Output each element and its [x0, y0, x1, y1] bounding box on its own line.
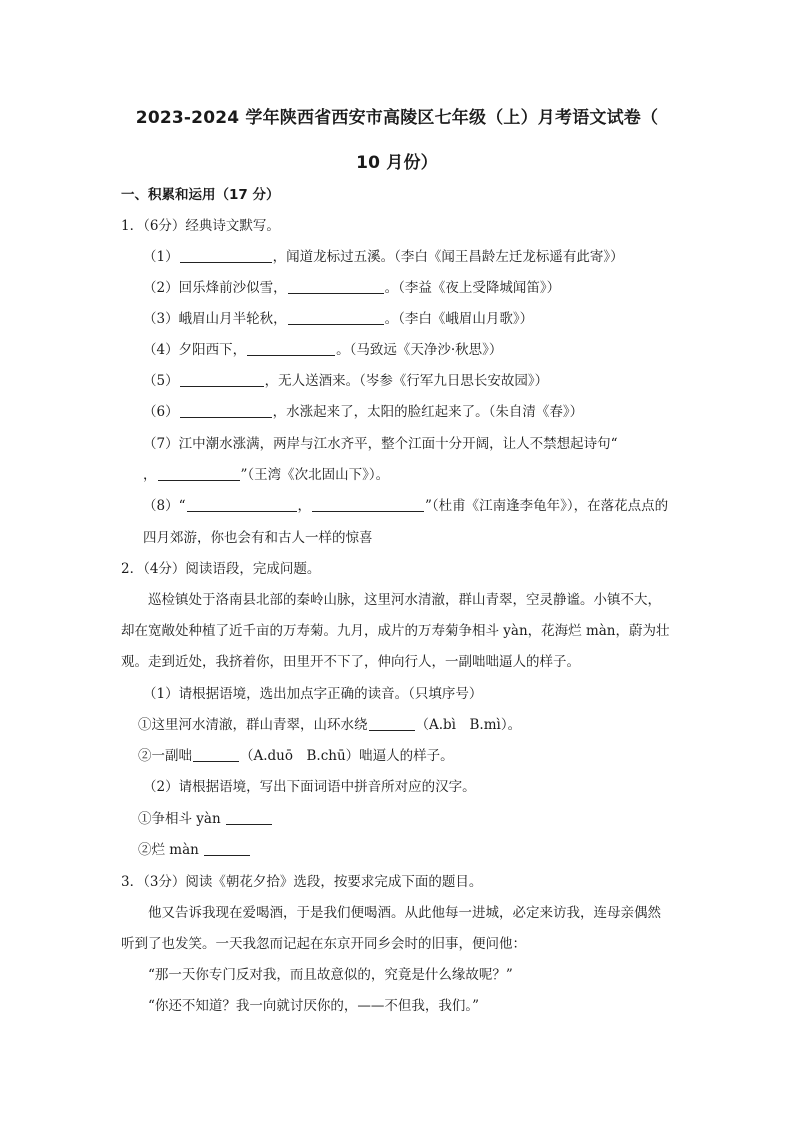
q1-item-3 [143, 309, 533, 329]
q2-sub-question-1: （1）请根据语境，选出加点字正确的读音。（只填序号） [143, 686, 483, 702]
answer-blank[interactable] [288, 310, 384, 325]
question-2-stem: 2．（4分）阅读语段，完成问题。 [121, 561, 321, 577]
q2-sub1-a-pre: ①这里河水清澈，群山青翠，山环水绕 [138, 717, 368, 733]
q3-passage-line-1: 他又告诉我现在爱喝酒，于是我们便喝酒。从此他每一进城，必定来访我，连母亲偶然 [148, 905, 661, 921]
q1-item-3-post: 。（李白《峨眉山月歌》） [384, 311, 534, 327]
q2-sub2-a-text: ①争相斗 yàn [138, 811, 221, 827]
q1-item-1-post: ，闻道龙标过五溪。（李白《闻王昌龄左迁龙标遥有此寄》） [272, 249, 624, 265]
q1-item-8-mid: ， [297, 498, 311, 514]
answer-blank[interactable] [193, 747, 239, 762]
q1-item-2-post: 。（李益《夜上受降城闻笛》） [384, 280, 561, 296]
q1-item-7-post: ”（王湾《次北固山下》）。 [240, 467, 390, 483]
q1-item-8-line1 [143, 496, 668, 516]
answer-blank[interactable] [180, 372, 264, 387]
answer-blank[interactable] [312, 497, 424, 512]
exam-title-line2: 10 月份） [356, 153, 438, 173]
q2-sub1-b-pre: ②一副咄 [138, 748, 192, 764]
q1-item-1-pre: （1） [143, 249, 179, 265]
exam-title-line1: 2023-2024 学年陕西省西安市高陵区七年级（上）月考语文试卷（ [135, 108, 659, 128]
q1-item-7-line1: （7）江中潮水涨满，两岸与江水齐平，整个江面十分开阔，让人不禁想起诗句“ [143, 436, 618, 452]
q1-item-7-pre: ， [143, 467, 157, 483]
q3-quote-1: “那一天你专门反对我，而且故意似的，究竟是什么缘故呢？” [148, 967, 513, 983]
q1-item-8-post: ”（杜甫《江南逢李龟年》），在落花点点的 [425, 498, 669, 514]
q2-sub1-option-b [138, 746, 454, 766]
q1-item-4 [143, 340, 502, 360]
q1-item-2-pre: （2）回乐烽前沙似雪， [143, 280, 287, 296]
q1-item-6-pre: （6） [143, 404, 179, 420]
q2-sub1-a-post: （A.bì B.mì）。 [415, 717, 522, 733]
q2-sub-question-2: （2）请根据语境，写出下面词语中拼音所对应的汉字。 [143, 779, 476, 795]
answer-blank[interactable] [187, 497, 297, 512]
q2-sub2-b-text: ②烂 màn [138, 842, 199, 858]
answer-blank[interactable] [288, 279, 384, 294]
answer-blank[interactable] [158, 466, 240, 481]
q1-item-3-pre: （3）峨眉山月半轮秋， [143, 311, 287, 327]
answer-blank[interactable] [369, 716, 415, 731]
q3-quote-2: “你还不知道？我一向就讨厌你的，——不但我，我们。” [148, 998, 480, 1014]
q1-item-8-line2: 四月郊游，你也会有和古人一样的惊喜 [143, 530, 373, 546]
answer-blank[interactable] [226, 810, 272, 825]
q2-sub2-item-a [138, 809, 273, 829]
q1-item-8-pre: （8）“ [143, 498, 186, 514]
q2-sub1-b-post: （A.duō B.chū）咄逼人的样子。 [240, 748, 454, 764]
question-1-stem: 1．（6分）经典诗文默写。 [121, 218, 280, 234]
q1-item-7-line2 [143, 465, 389, 485]
q3-passage-line-2: 听到了也发笑。一天我忽而记起在东京开同乡会时的旧事，便问他： [121, 936, 526, 952]
q1-item-4-post: 。（马致远《天净沙·秋思》） [336, 342, 503, 358]
q2-sub1-option-a [138, 715, 521, 735]
q1-item-1 [143, 247, 624, 267]
q1-item-5 [143, 371, 548, 391]
q1-item-5-pre: （5） [143, 373, 179, 389]
q1-item-6 [143, 402, 583, 422]
answer-blank[interactable] [204, 841, 250, 856]
q1-item-2 [143, 278, 560, 298]
q2-passage-line-2: 却在宽敞处种植了近千亩的万寿菊。九月，成片的万寿菊争相斗 yàn，花海烂 màn，蔚为壮 [121, 623, 670, 639]
q2-passage-line-1: 巡检镇处于洛南县北部的秦岭山脉，这里河水清澈，群山青翠，空灵静谧。小镇不大， [148, 592, 661, 608]
q2-passage-line-3: 观。走到近处，我挤着你，田里开不下了，伸向行人，一副咄咄逼人的样子。 [121, 654, 580, 670]
q1-item-5-post: ，无人送酒来。（岑参《行军九日思长安故园》） [264, 373, 549, 389]
question-3-stem: 3．（3分）阅读《朝花夕拾》选段，按要求完成下面的题目。 [121, 874, 483, 890]
answer-blank[interactable] [180, 403, 272, 418]
answer-blank[interactable] [180, 248, 272, 263]
section-heading: 一、积累和运用（17 分） [121, 187, 280, 203]
q2-sub2-item-b [138, 840, 251, 860]
q1-item-4-pre: （4）夕阳西下， [143, 342, 247, 358]
q1-item-6-post: ，水涨起来了，太阳的脸红起来了。（朱自清《春》） [272, 404, 584, 420]
answer-blank[interactable] [247, 341, 335, 356]
